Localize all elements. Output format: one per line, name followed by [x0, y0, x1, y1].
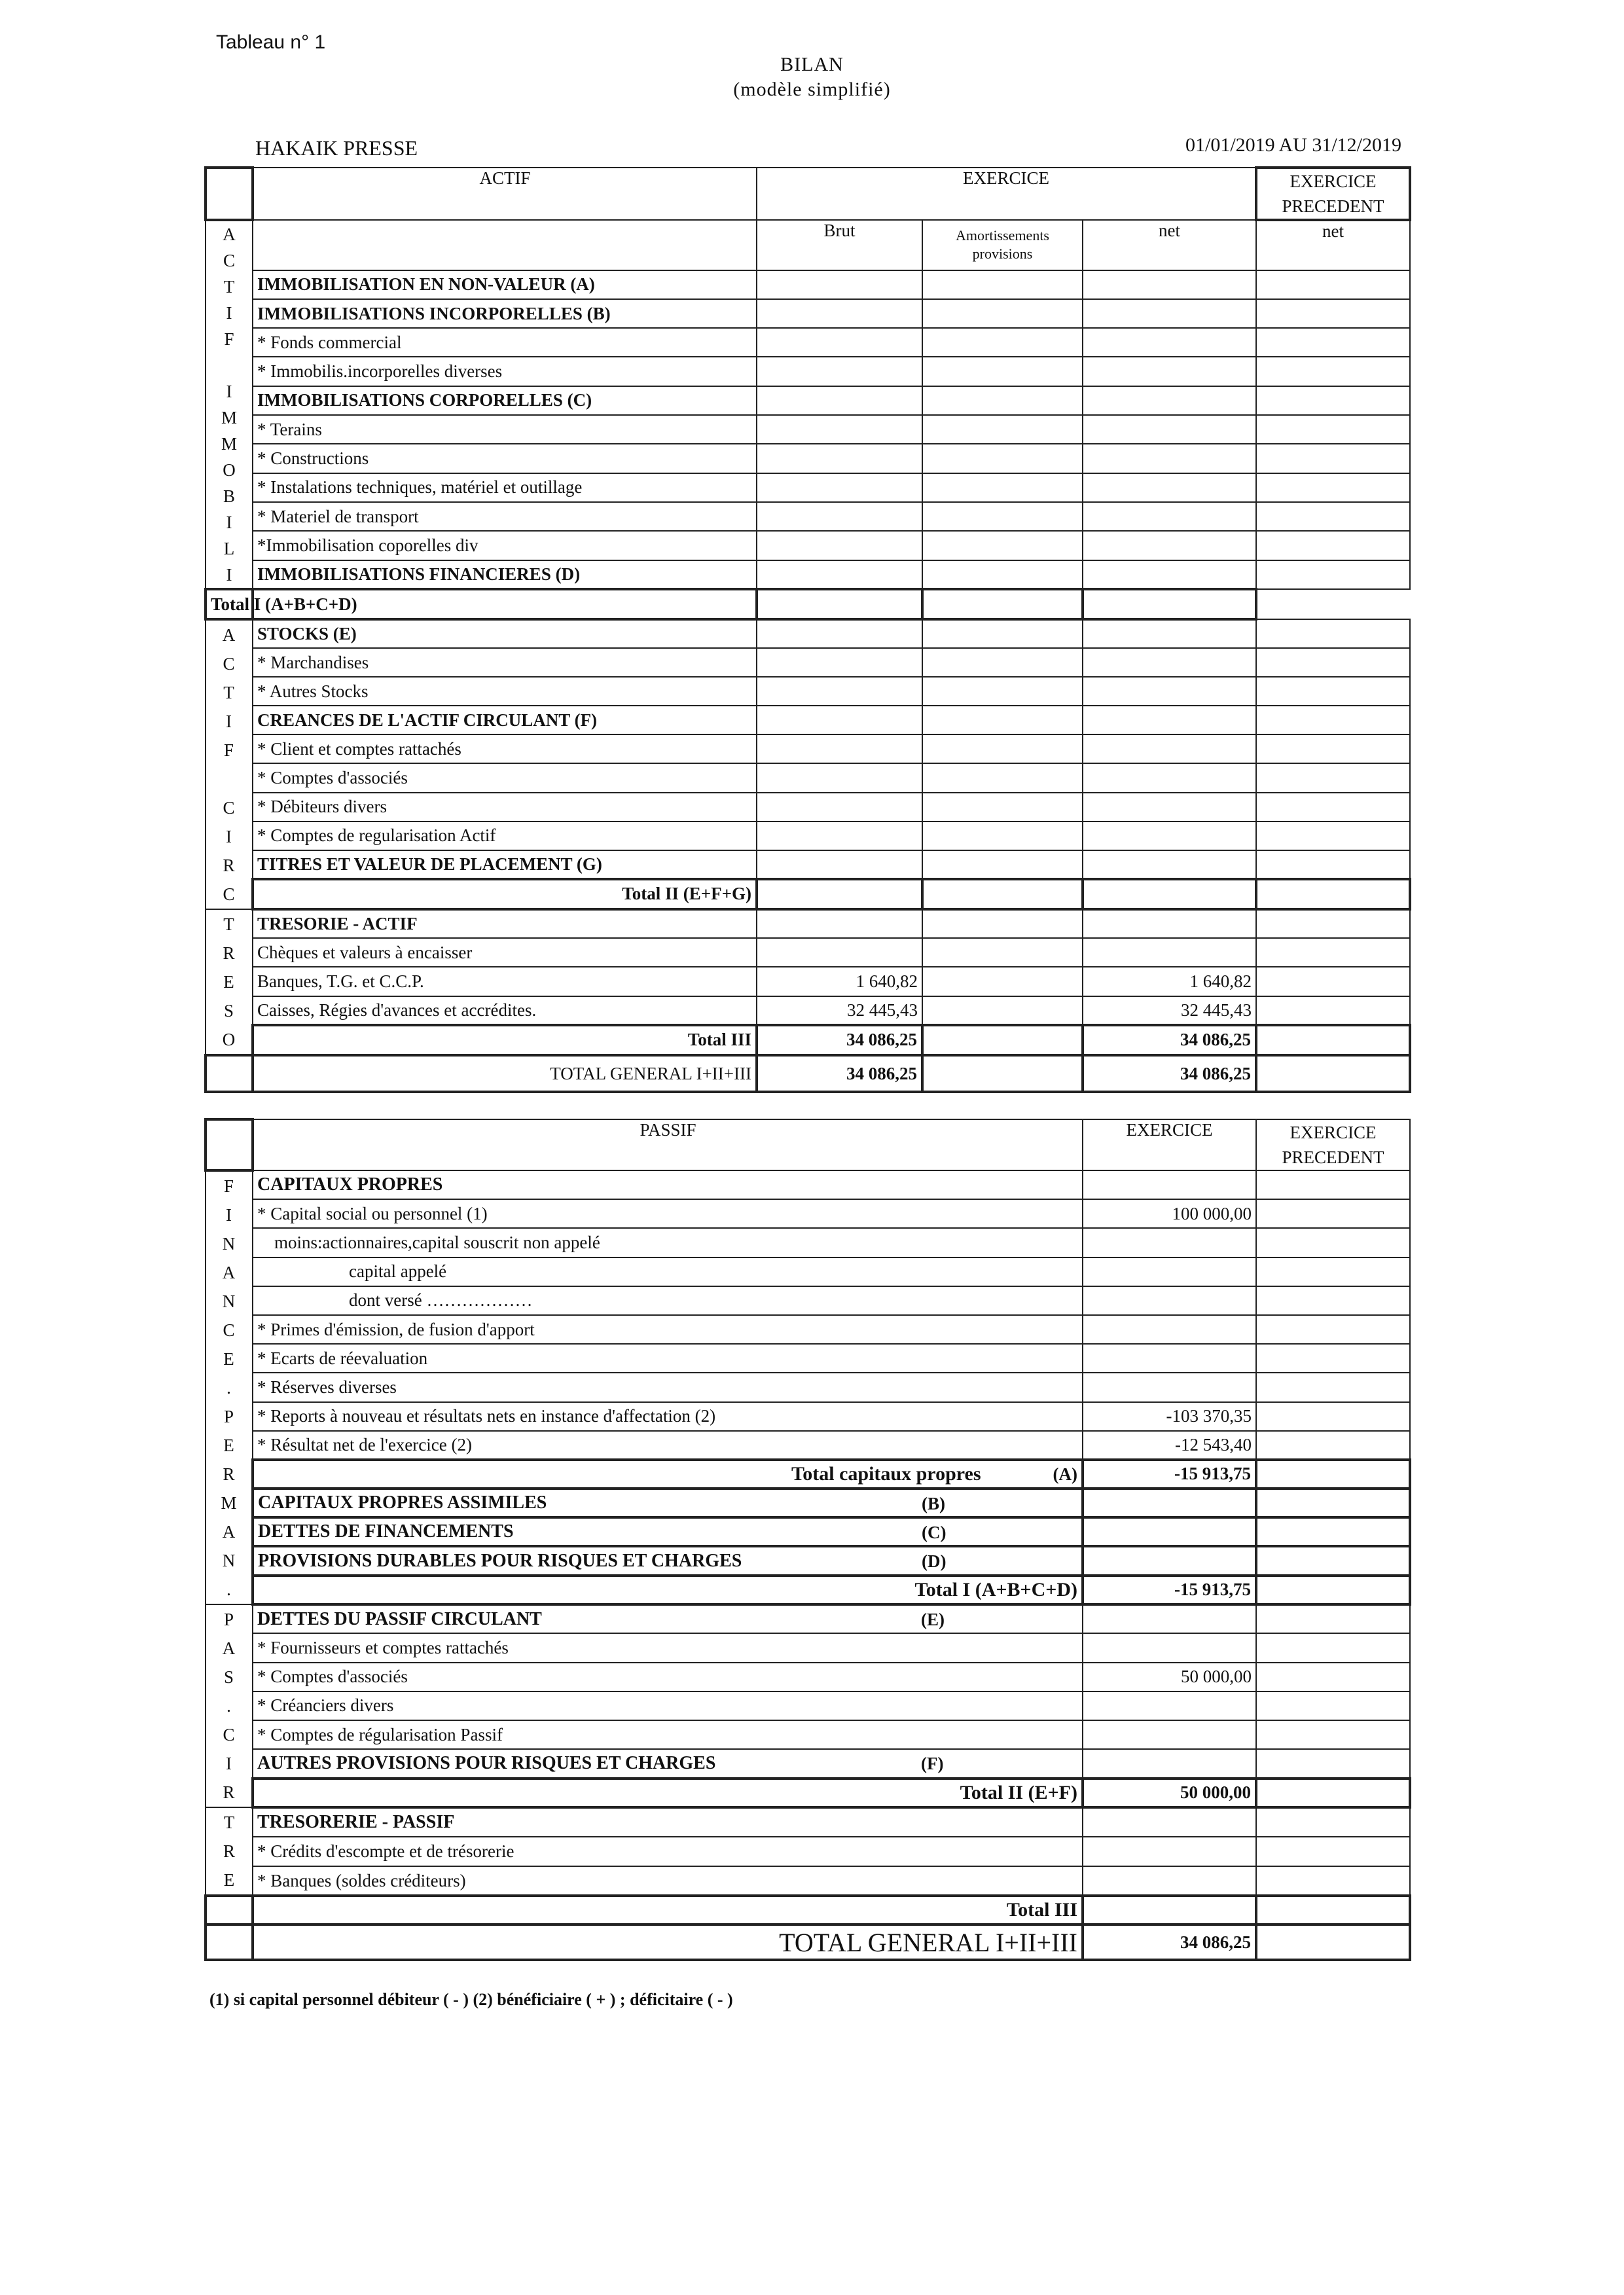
passif-prec-cell — [1256, 1517, 1410, 1546]
actif-amort-cell — [922, 619, 1083, 648]
actif-net-cell: 1 640,82 — [1083, 967, 1256, 996]
passif-fin-side-label: F I N A N C E . P E R M A N . — [206, 1170, 253, 1604]
passif-prec-cell — [1256, 1315, 1410, 1344]
actif-brut-cell — [757, 619, 922, 648]
actif-net-cell: 34 086,25 — [1083, 1055, 1256, 1092]
actif-table — [204, 166, 1411, 1093]
actif-row-label: TITRES ET VALEUR DE PLACEMENT (G) — [253, 850, 757, 879]
actif-prec-cell — [1083, 589, 1256, 619]
actif-brut-cell: 1 640,82 — [757, 967, 922, 996]
passif-prec-cell — [1256, 1431, 1410, 1460]
passif-row-label — [253, 1257, 1083, 1286]
actif-net-cell — [1083, 444, 1256, 473]
actif-row-label: * Comptes d'associés — [253, 763, 757, 792]
actif-prec-cell — [1256, 677, 1410, 706]
passif-prec-cell — [1256, 1720, 1410, 1749]
passif-row-text: * Ecarts de réevaluation — [257, 1348, 428, 1368]
passif-prec-cell — [1256, 1199, 1410, 1228]
passif-exercice-cell: -103 370,35 — [1083, 1402, 1256, 1431]
actif-brut-cell — [757, 734, 922, 763]
passif-exercice-cell: 34 086,25 — [1083, 1925, 1256, 1960]
actif-amort-cell — [922, 415, 1083, 444]
actif-amort-cell — [922, 299, 1083, 328]
actif-immob-side-label: A C T I F I M M O B I L I — [206, 220, 253, 589]
passif-row-label — [253, 1779, 1083, 1807]
actif-row-label: * Comptes de regularisation Actif — [253, 822, 757, 850]
passif-row-text: * Réserves diverses — [257, 1377, 397, 1397]
actif-prec-cell — [1256, 850, 1410, 879]
actif-amort-cell — [922, 850, 1083, 879]
passif-row-text: * Comptes d'associés — [257, 1667, 408, 1687]
passif-row-text: * Reports à nouveau et résultats nets en instance d'affectation (2) — [257, 1406, 716, 1426]
actif-row-label: IMMOBILISATIONS FINANCIERES (D) — [253, 560, 757, 589]
actif-amort-cell — [922, 763, 1083, 792]
passif-row-code: (E) — [921, 1610, 945, 1629]
passif-total3-side-cell — [206, 1896, 253, 1925]
actif-prec-cell — [1256, 822, 1410, 850]
actif-row-label: TOTAL GENERAL I+II+III — [253, 1055, 757, 1092]
actif-brut-cell — [757, 706, 922, 734]
passif-prec-cell — [1256, 1633, 1410, 1662]
passif-exercice-cell — [1083, 1517, 1256, 1546]
actif-amort-cell — [757, 589, 922, 619]
passif-table — [204, 1118, 1411, 1961]
passif-exercice-cell — [1083, 1228, 1256, 1257]
actif-amort-cell — [922, 967, 1083, 996]
passif-prec-cell — [1256, 1489, 1410, 1517]
passif-row-label — [253, 1431, 1083, 1460]
actif-brut-cell — [757, 270, 922, 299]
passif-row-label — [253, 1866, 1083, 1896]
actif-row-label: * Débiteurs divers — [253, 793, 757, 822]
actif-prec-cell — [1256, 793, 1410, 822]
actif-net-cell — [1083, 386, 1256, 415]
actif-prec-cell — [1256, 473, 1410, 502]
actif-row-label: * Autres Stocks — [253, 677, 757, 706]
passif-exercice-cell — [1083, 1373, 1256, 1401]
actif-grand-side-cell — [206, 1055, 253, 1092]
actif-prec-cell — [1256, 270, 1410, 299]
actif-brut-cell — [757, 909, 922, 938]
actif-prec-cell — [1256, 415, 1410, 444]
passif-row-code: (C) — [922, 1523, 947, 1543]
actif-brut-cell — [757, 473, 922, 502]
passif-prec-cell — [1256, 1749, 1410, 1778]
passif-exercice-cell — [1083, 1691, 1256, 1720]
actif-amort-cell — [922, 822, 1083, 850]
passif-prec-cell — [1256, 1663, 1410, 1691]
passif-row-code: (B) — [922, 1494, 945, 1514]
passif-prec-cell — [1256, 1779, 1410, 1807]
page-subtitle: (modèle simplifié) — [733, 79, 891, 100]
passif-row-text: * Créanciers divers — [257, 1695, 394, 1716]
passif-prec-cell — [1256, 1691, 1410, 1720]
passif-row-text: Total I (A+B+C+D) — [914, 1578, 1077, 1600]
amortissements-header: Amortissements provisions — [922, 220, 1083, 270]
actif-amort-cell — [922, 444, 1083, 473]
passif-prec-cell — [1256, 1896, 1410, 1925]
actif-amort-cell — [922, 270, 1083, 299]
actif-net-cell — [1083, 850, 1256, 879]
actif-prec-cell — [1256, 560, 1410, 589]
passif-exercice-header: EXERCICE — [1083, 1119, 1256, 1170]
actif-brut-cell — [757, 531, 922, 560]
passif-row-text: dont versé ……………… — [349, 1290, 533, 1310]
passif-row-label — [253, 1460, 1083, 1489]
passif-row-label — [253, 1315, 1083, 1344]
actif-net-cell — [1083, 415, 1256, 444]
passif-row-text: * Capital social ou personnel (1) — [257, 1203, 488, 1223]
actif-brut-cell — [757, 822, 922, 850]
actif-brut-cell — [757, 938, 922, 967]
passif-row-label — [253, 1720, 1083, 1749]
actif-prec-cell — [1256, 1055, 1410, 1092]
actif-prec-cell — [1256, 996, 1410, 1025]
actif-row-label: Total II (E+F+G) — [253, 879, 757, 909]
passif-exercice-cell: -15 913,75 — [1083, 1460, 1256, 1489]
passif-exercice-cell — [1083, 1837, 1256, 1866]
actif-amort-cell — [922, 502, 1083, 531]
actif-header: ACTIF — [253, 168, 757, 220]
page-title: BILAN — [780, 54, 844, 75]
actif-brut-cell: 34 086,25 — [757, 1055, 922, 1092]
actif-row-label: Caisses, Régies d'avances et accrédites. — [253, 996, 757, 1025]
passif-prec-cell — [1256, 1837, 1410, 1866]
passif-exercice-cell: 50 000,00 — [1083, 1779, 1256, 1807]
passif-row-text: * Résultat net de l'exercice (2) — [257, 1434, 472, 1455]
actif-amort-cell — [922, 879, 1083, 909]
passif-exercice-cell — [1083, 1896, 1256, 1925]
actif-amort-cell — [922, 706, 1083, 734]
net-header: net — [1083, 220, 1256, 270]
passif-row-text: * Crédits d'escompte et de trésorerie — [257, 1841, 514, 1861]
actif-prec-cell — [1256, 938, 1410, 967]
actif-prec-cell — [1256, 706, 1410, 734]
actif-prec-cell — [1256, 763, 1410, 792]
actif-brut-cell — [757, 386, 922, 415]
actif-net-cell — [1083, 502, 1256, 531]
passif-exercice-cell — [1083, 1170, 1256, 1199]
period-label: 01/01/2019 AU 31/12/2019 — [1185, 134, 1401, 156]
actif-brut-cell — [757, 677, 922, 706]
passif-prec-cell — [1256, 1402, 1410, 1431]
actif-net-cell — [1083, 299, 1256, 328]
passif-row-text: * Comptes de régularisation Passif — [257, 1724, 503, 1744]
passif-row-label — [253, 1691, 1083, 1720]
actif-prec-cell — [1256, 879, 1410, 909]
actif-row-label: CREANCES DE L'ACTIF CIRCULANT (F) — [253, 706, 757, 734]
footnote: (1) si capital personnel débiteur ( - ) (2) bénéficiaire ( + ) ; déficitaire ( - ) — [209, 1990, 733, 2009]
actif-prec-cell — [1256, 386, 1410, 415]
actif-blank-subheader — [253, 220, 757, 270]
passif-row-code: (D) — [922, 1551, 947, 1572]
actif-corner-cell — [206, 168, 253, 220]
passif-treso-side-label: T R E — [206, 1807, 253, 1896]
actif-row-label: IMMOBILISATIONS CORPORELLES (C) — [253, 386, 757, 415]
passif-row-text: DETTES DE FINANCEMENTS — [258, 1521, 514, 1542]
actif-brut-cell — [757, 357, 922, 386]
actif-net-cell: 34 086,25 — [1083, 1025, 1256, 1055]
passif-prec-cell — [1256, 1460, 1410, 1489]
passif-exercice-cell: -12 543,40 — [1083, 1431, 1256, 1460]
passif-row-text: capital appelé — [349, 1261, 447, 1282]
actif-amort-cell — [922, 1025, 1083, 1055]
passif-prec-cell — [1256, 1373, 1410, 1401]
actif-prec-cell — [1256, 328, 1410, 357]
passif-grand-side-cell — [206, 1925, 253, 1960]
passif-exercice-cell — [1083, 1546, 1256, 1575]
actif-row-label: * Instalations techniques, matériel et outillage — [253, 473, 757, 502]
actif-brut-cell — [757, 560, 922, 589]
actif-net-cell — [1083, 648, 1256, 677]
actif-row-label: * Constructions — [253, 444, 757, 473]
passif-row-text: * Banques (soldes créditeurs) — [257, 1870, 466, 1890]
passif-row-text: Total II (E+F) — [960, 1781, 1077, 1803]
passif-row-text: moins:actionnaires,capital souscrit non appelé — [274, 1232, 600, 1252]
passif-row-label — [253, 1286, 1083, 1315]
actif-prec-cell — [1256, 357, 1410, 386]
actif-brut-cell: 34 086,25 — [757, 1025, 922, 1055]
actif-net-cell — [922, 589, 1083, 619]
actif-net-cell — [1083, 677, 1256, 706]
actif-circ-side-label: A C T I F C I R C — [206, 619, 253, 909]
actif-net-cell — [1083, 473, 1256, 502]
table-number-label: Tableau n° 1 — [216, 31, 326, 53]
passif-row-text: Total capitaux propres — [791, 1462, 981, 1485]
passif-precedent-header: EXERCICE PRECEDENT — [1256, 1119, 1410, 1170]
actif-amort-cell — [922, 793, 1083, 822]
actif-net-cell — [1083, 706, 1256, 734]
passif-exercice-cell — [1083, 1807, 1256, 1837]
passif-row-code: (A) — [1053, 1464, 1077, 1484]
actif-prec-cell — [1256, 299, 1410, 328]
passif-row-text: TOTAL GENERAL I+II+III — [779, 1927, 1077, 1957]
passif-row-text: Total III — [1006, 1899, 1077, 1921]
passif-exercice-cell — [1083, 1720, 1256, 1749]
actif-net-cell — [1083, 560, 1256, 589]
actif-row-label: * Client et comptes rattachés — [253, 734, 757, 763]
actif-prec-cell — [1256, 909, 1410, 938]
actif-net-cell — [1083, 270, 1256, 299]
passif-row-label — [253, 1489, 1083, 1517]
passif-row-text: PROVISIONS DURABLES POUR RISQUES ET CHARGES — [258, 1550, 742, 1571]
passif-row-text: * Fournisseurs et comptes rattachés — [257, 1637, 509, 1657]
actif-net-cell — [1083, 793, 1256, 822]
actif-prec-cell — [1256, 1025, 1410, 1055]
actif-amort-cell — [922, 909, 1083, 938]
actif-amort-cell — [922, 677, 1083, 706]
actif-net-cell — [1083, 763, 1256, 792]
actif-prec-cell — [1256, 444, 1410, 473]
actif-net-cell — [1083, 879, 1256, 909]
actif-brut-cell — [757, 793, 922, 822]
passif-circ-side-label: P A S . C I R — [206, 1604, 253, 1807]
passif-prec-cell — [1256, 1286, 1410, 1315]
actif-brut-cell: 32 445,43 — [757, 996, 922, 1025]
passif-exercice-cell: 100 000,00 — [1083, 1199, 1256, 1228]
passif-exercice-cell — [1083, 1257, 1256, 1286]
actif-prec-cell — [1256, 734, 1410, 763]
actif-net-cell — [1083, 357, 1256, 386]
passif-row-text: CAPITAUX PROPRES — [257, 1174, 443, 1195]
actif-net-cell — [1083, 619, 1256, 648]
actif-amort-cell — [922, 531, 1083, 560]
actif-amort-cell — [922, 1055, 1083, 1092]
actif-brut-cell — [757, 299, 922, 328]
passif-header: PASSIF — [253, 1119, 1083, 1170]
actif-row-label: * Materiel de transport — [253, 502, 757, 531]
passif-exercice-cell: -15 913,75 — [1083, 1576, 1256, 1604]
actif-amort-cell — [922, 560, 1083, 589]
passif-prec-cell — [1256, 1604, 1410, 1633]
actif-row-label: TRESORIE - ACTIF — [253, 909, 757, 938]
passif-row-label — [253, 1633, 1083, 1662]
company-name: HAKAIK PRESSE — [255, 136, 418, 160]
actif-amort-cell — [922, 734, 1083, 763]
actif-net-cell — [1083, 531, 1256, 560]
passif-prec-cell — [1256, 1576, 1410, 1604]
actif-net-cell — [1083, 909, 1256, 938]
actif-amort-cell — [922, 938, 1083, 967]
passif-row-label — [253, 1546, 1083, 1575]
actif-amort-cell — [922, 357, 1083, 386]
passif-prec-cell — [1256, 1228, 1410, 1257]
passif-row-label — [253, 1925, 1083, 1960]
passif-exercice-cell — [1083, 1286, 1256, 1315]
actif-amort-cell — [922, 996, 1083, 1025]
actif-net-cell — [1083, 328, 1256, 357]
exercice-precedent-header: EXERCICE PRECEDENT — [1256, 168, 1410, 220]
passif-prec-cell — [1256, 1866, 1410, 1896]
passif-corner-cell — [206, 1119, 253, 1170]
exercice-header: EXERCICE — [757, 168, 1256, 220]
passif-row-label — [253, 1663, 1083, 1691]
passif-row-code: (F) — [921, 1754, 944, 1774]
actif-row-label: * Terains — [253, 415, 757, 444]
actif-row-label: STOCKS (E) — [253, 619, 757, 648]
actif-row-label: IMMOBILISATIONS INCORPORELLES (B) — [253, 299, 757, 328]
actif-row-label: Total I (A+B+C+D) — [206, 589, 253, 619]
passif-row-label — [253, 1228, 1083, 1257]
passif-row-text: DETTES DU PASSIF CIRCULANT — [257, 1608, 542, 1629]
actif-net-cell — [1083, 822, 1256, 850]
passif-row-label — [253, 1402, 1083, 1431]
actif-row-label: Chèques et valeurs à encaisser — [253, 938, 757, 967]
passif-row-label — [253, 1749, 1083, 1778]
passif-row-label — [253, 1576, 1083, 1604]
actif-amort-cell — [922, 473, 1083, 502]
brut-header: Brut — [757, 220, 922, 270]
passif-exercice-cell: 50 000,00 — [1083, 1663, 1256, 1691]
passif-exercice-cell — [1083, 1604, 1256, 1633]
actif-prec-cell — [1256, 648, 1410, 677]
passif-prec-cell — [1256, 1344, 1410, 1373]
actif-brut-cell — [757, 763, 922, 792]
actif-brut-cell — [757, 444, 922, 473]
passif-prec-cell — [1256, 1925, 1410, 1960]
actif-row-label: * Fonds commercial — [253, 328, 757, 357]
actif-brut-cell — [757, 648, 922, 677]
passif-exercice-cell — [1083, 1344, 1256, 1373]
actif-row-label: IMMOBILISATION EN NON-VALEUR (A) — [253, 270, 757, 299]
actif-brut-cell — [757, 879, 922, 909]
actif-row-label: * Immobilis.incorporelles diverses — [253, 357, 757, 386]
actif-treso-side-label: T R E S O — [206, 909, 253, 1055]
actif-amort-cell — [922, 328, 1083, 357]
actif-brut-cell — [757, 415, 922, 444]
actif-row-label: Total III — [253, 1025, 757, 1055]
passif-prec-cell — [1256, 1257, 1410, 1286]
passif-row-text: TRESORERIE - PASSIF — [257, 1812, 455, 1832]
passif-row-label — [253, 1373, 1083, 1401]
net-precedent-header: net — [1256, 220, 1410, 270]
passif-exercice-cell — [1083, 1749, 1256, 1778]
passif-exercice-cell — [1083, 1633, 1256, 1662]
actif-brut-cell — [757, 850, 922, 879]
passif-prec-cell — [1256, 1546, 1410, 1575]
passif-exercice-cell — [1083, 1489, 1256, 1517]
actif-brut-cell — [757, 328, 922, 357]
passif-prec-cell — [1256, 1807, 1410, 1837]
actif-brut-cell — [757, 502, 922, 531]
passif-row-label — [253, 1344, 1083, 1373]
actif-amort-cell — [922, 648, 1083, 677]
passif-exercice-cell — [1083, 1866, 1256, 1896]
passif-row-text: * Primes d'émission, de fusion d'apport — [257, 1319, 535, 1339]
actif-amort-cell — [922, 386, 1083, 415]
passif-exercice-cell — [1083, 1315, 1256, 1344]
passif-row-label — [253, 1896, 1083, 1925]
actif-net-cell — [1083, 938, 1256, 967]
actif-row-label: *Immobilisation coporelles div — [253, 531, 757, 560]
passif-row-label — [253, 1837, 1083, 1866]
passif-row-label — [253, 1517, 1083, 1546]
passif-row-label — [253, 1199, 1083, 1228]
actif-row-label: Banques, T.G. et C.C.P. — [253, 967, 757, 996]
actif-prec-cell — [1256, 531, 1410, 560]
actif-prec-cell — [1256, 967, 1410, 996]
actif-prec-cell — [1256, 619, 1410, 648]
passif-row-text: AUTRES PROVISIONS POUR RISQUES ET CHARGES — [257, 1753, 716, 1774]
actif-net-cell — [1083, 734, 1256, 763]
passif-row-label — [253, 1170, 1083, 1199]
passif-row-label — [253, 1604, 1083, 1633]
actif-prec-cell — [1256, 502, 1410, 531]
passif-row-label — [253, 1807, 1083, 1837]
actif-row-label: * Marchandises — [253, 648, 757, 677]
actif-net-cell: 32 445,43 — [1083, 996, 1256, 1025]
passif-row-text: CAPITAUX PROPRES ASSIMILES — [258, 1492, 547, 1513]
passif-prec-cell — [1256, 1170, 1410, 1199]
